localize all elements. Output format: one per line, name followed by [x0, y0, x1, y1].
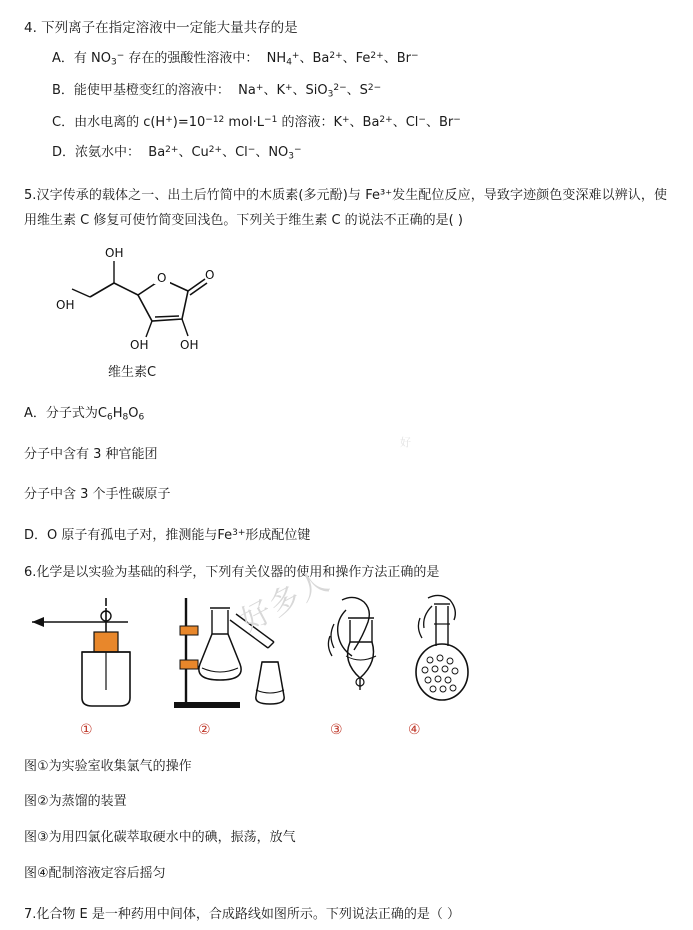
option-label: A． [52, 51, 74, 67]
question-7-stem: 7.化合物 E 是一种药用中间体，合成路线如图所示。下列说法正确的是（ ） [24, 906, 461, 922]
question-5-stem: 5.汉字传承的载体之一、出土后竹简中的木质素(多元酚)与 Fe³⁺发生配位反应，导致字迹颜色变深难以辨认，使用维生素 C 修复可使竹简变回浅色。下列关于维生素 C 的说法不正确的是( ) [24, 188, 667, 228]
question-4-option-a: A．有 $NO_3^-$ 存在的强酸性溶液中： $NH_4^+$、$Ba^{2+}$、$Fe^{2+}$、Br− [52, 51, 419, 68]
watermark-text: 好多人 [235, 563, 337, 640]
figure-number-4: ④ [408, 720, 421, 737]
svg-text:OH: OH [105, 246, 124, 261]
question-6-option-b: 图②为蒸馏的装置 [24, 794, 127, 810]
structure-caption: 维生素C [108, 365, 157, 381]
question-6-option-a: 图①为实验室收集氯气的操作 [24, 758, 192, 774]
question-4-stem: 4. 下列离子在指定溶液中一定能大量共存的是 [24, 20, 298, 36]
svg-text:OH: OH [56, 298, 75, 313]
question-5 [0, 184, 693, 549]
svg-text:OH: OH [180, 338, 199, 353]
question-6-stem: 6.化学是以实验为基础的科学，下列有关仪器的使用和操作方法正确的是 [24, 564, 440, 580]
watermark-small: 好 [400, 436, 411, 449]
question-4-option-b: B．能使甲基橙变红的溶液中： Na+、K+、SiO$_3^{2-}$、$S^{2-}$ [52, 82, 382, 100]
question-5-option-b: 分子中含有 3 种官能团 [24, 446, 158, 462]
figure-4-volumetric-flask [416, 595, 468, 700]
question-6 [0, 563, 693, 885]
question-6-option-c: 图③为用四氯化碳萃取硬水中的碘，振荡，放气 [24, 830, 296, 846]
figure-2-distillation [174, 598, 284, 708]
question-5-options [24, 402, 667, 549]
figure-number-3: ③ [330, 720, 343, 737]
svg-text:OH: OH [130, 338, 149, 353]
figure-number-row [24, 718, 667, 742]
question-4 [0, 0, 693, 164]
figure-number-1: ① [80, 720, 93, 737]
apparatus-figures [24, 590, 667, 718]
option-label: B． [52, 83, 74, 98]
vitamin-c-structure-svg [42, 239, 302, 357]
figure-3-separating-funnel [328, 597, 376, 690]
svg-text:O: O [157, 271, 167, 286]
option-label: D． [52, 145, 76, 161]
question-5-option-d: D．O 原子有孤电子对，推测能与$Fe^{3+}$形成配位键 [24, 528, 311, 544]
question-4-option-c: C．由水电离的 $c(H^+)=10^{-12}$ $mol\cdot L^{-1}$ 的溶液：K+、$Ba^{2+}$、Cl−、Br− [24, 113, 667, 133]
figure-number-2: ② [198, 720, 211, 737]
vitamin-c-structure [42, 239, 667, 359]
option-label: C． [52, 114, 75, 130]
svg-text:O: O [205, 268, 215, 283]
question-5-option-a: A．分子式为$C_6H_8O_6$ [24, 406, 145, 423]
apparatus-svg [24, 590, 669, 716]
figure-1-gas-collection [32, 598, 130, 706]
question-7 [0, 903, 693, 922]
question-6-option-d: 图④配制溶液定容后摇匀 [24, 866, 166, 881]
question-6-options [24, 757, 667, 885]
question-4-option-d: D．浓氨水中： $Ba^{2+}$、$Cu^{2+}$、Cl−、$NO_3^-$ [52, 145, 302, 162]
question-5-option-c: 分子中含 3 个手性碳原子 [24, 487, 171, 503]
